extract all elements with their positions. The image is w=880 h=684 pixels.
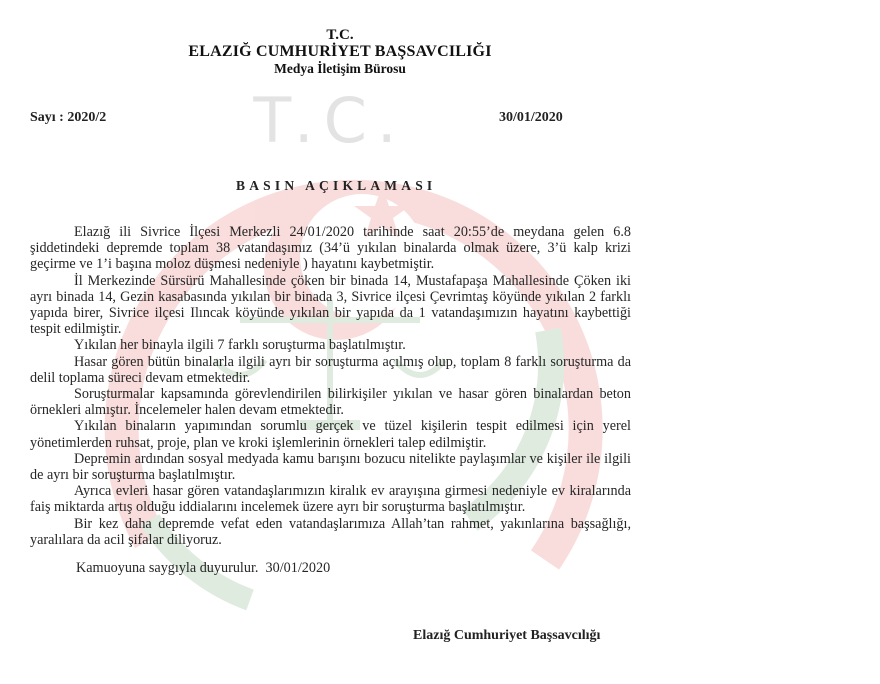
paragraph: Yıkılan her binayla ilgili 7 farklı soruşturma başlatılmıştır. bbox=[74, 337, 406, 354]
closing-line: Kamuoyuna saygıyla duyurulur. 30/01/2020 bbox=[76, 560, 331, 576]
signature: Elazığ Cumhuriyet Başsavcılığı bbox=[413, 628, 601, 643]
paragraph: Bir kez daha depremde vefat eden vatandaşlarımıza Allah’tan rahmet, yakınlarına başsağlığı, yaralılara da acil şifalar diliyoruz. bbox=[30, 515, 631, 548]
paragraph: Hasar gören bütün binalarla ilgili ayrı bir soruşturma açılmış olup, toplam 8 farklı soruşturma da delil toplama süreci devam etmektedir. bbox=[30, 353, 631, 386]
header-institution: ELAZIĞ CUMHURİYET BAŞSAVCILIĞI bbox=[188, 43, 492, 60]
watermark-tc-text: T.C. bbox=[253, 84, 407, 157]
paragraph: Yıkılan binaların yapımından sorumlu gerçek ve tüzel kişilerin tespit edilmesi için yerel yönetimlerden ruhsat, proje, plan ve kroki işlemlerinin örnekleri talep edilmiştir. bbox=[30, 418, 631, 451]
document-date: 30/01/2020 bbox=[499, 110, 563, 125]
header-tc: T.C. bbox=[326, 27, 354, 43]
paragraph: Ayrıca evleri hasar gören vatandaşlarımızın kiralık ev arayışına girmesi nedeniyle ev kiralarında faiş miktarda artış olduğu iddialarını incelemek üzere ayrı bir soruşturma başlatılmıştır. bbox=[30, 483, 631, 516]
paragraph: İl Merkezinde Sürsürü Mahallesinde çöken bir binada 14, Mustafapaşa Mahallesinde Çöken iki ayrı binada 14, Gezin kasabasında yıkılan bir binada 3, Sivrice ilçesi Çevrimtaş köyünde yıkılan 2 farklı yapıda birer, Sivrice ilçesi Ilıncak köyünde yıkılan bir yapıda da 1 vatandaşımızın hayatını kaybettiği tespit edilmiştir. bbox=[30, 272, 631, 338]
paragraph: Elazığ ili Sivrice İlçesi Merkezli 24/01/2020 tarihinde saat 20:55’de meydana gelen 6.8 şiddetindeki depremde toplam 38 vatandaşımız (34’ü yıkılan binalarda olmak üzere, 3’ü kalp krizi geçirme ve 1’i başına moloz düşmesi nedeniyle ) hayatını kaybetmiştir. bbox=[30, 224, 631, 273]
paragraph: Depremin ardından sosyal medyada kamu barışını bozucu nitelikte paylaşımlar ve kişiler ile ilgili de ayrı bir soruşturma başlatılmıştır. bbox=[30, 450, 631, 484]
statement-body bbox=[30, 224, 631, 548]
document-number: Sayı : 2020/2 bbox=[30, 110, 107, 125]
header-office: Medya İletişim Bürosu bbox=[274, 61, 406, 76]
page-title: BASIN AÇIKLAMASI bbox=[236, 178, 437, 193]
paragraph: Soruşturmalar kapsamında görevlendirilen bilirkişiler yıkılan ve hasar gören binalardan beton örnekleri almıştır. İncelemeler halen devam etmektedir. bbox=[30, 386, 631, 419]
